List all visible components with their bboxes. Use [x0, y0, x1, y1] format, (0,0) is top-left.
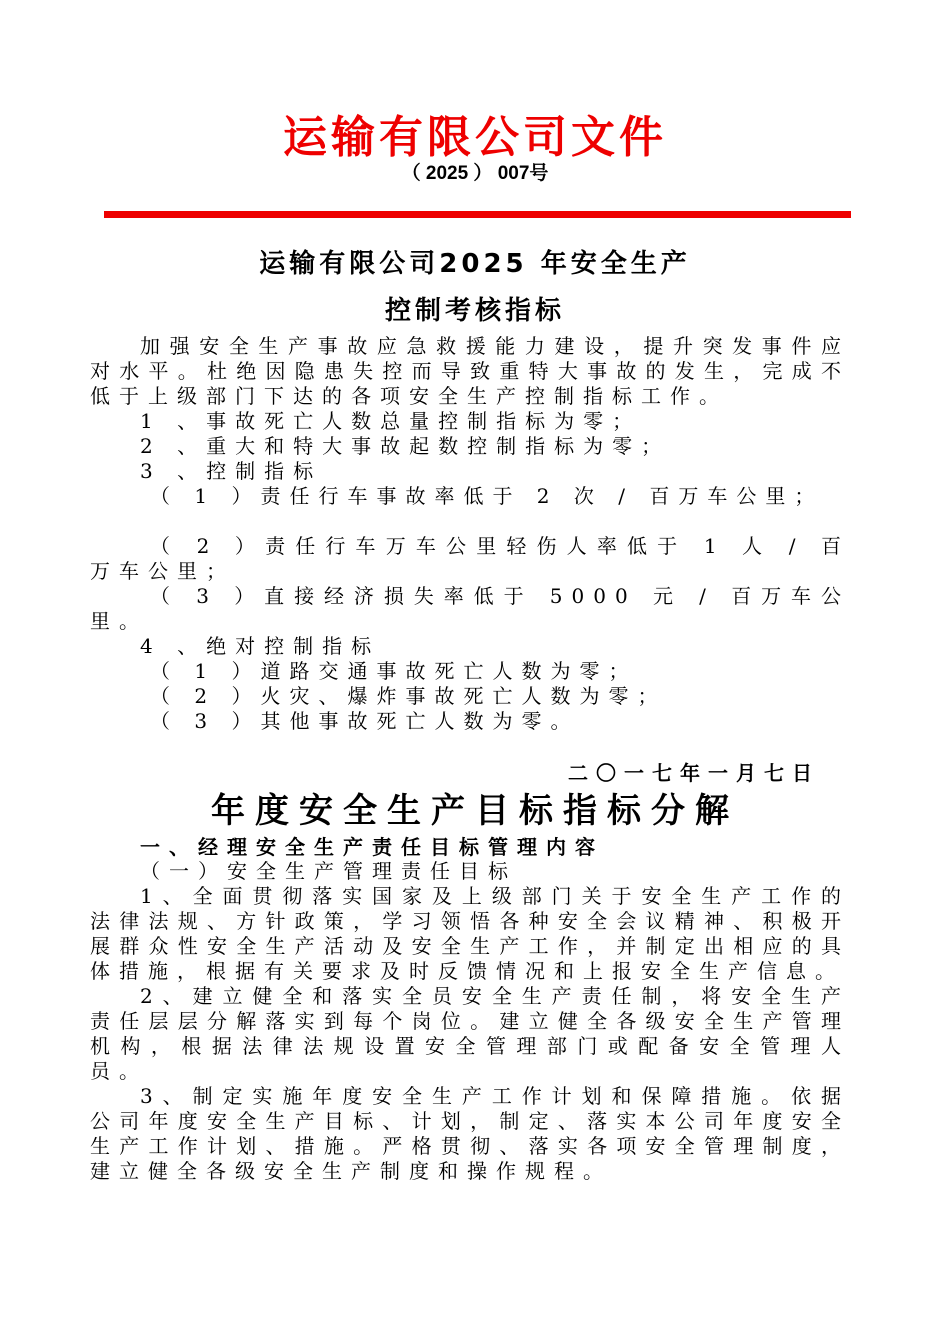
target-item-3-1: （ 1 ）责任行车事故率低于 2 次 / 百万车公里；	[150, 484, 824, 508]
target-item-4-1: （ 1 ）道路交通事故死亡人数为零；	[150, 659, 638, 683]
document-date: 二〇一七年一月七日	[568, 761, 820, 785]
decomposition-title: 年度安全生产目标指标分解	[211, 791, 739, 831]
decomposition-body	[90, 859, 850, 1184]
target-item-4: 4 、绝对控制指标	[140, 634, 381, 658]
document-title-line2: 控制考核指标	[384, 296, 565, 326]
section-heading-1: 一、经理安全生产责任目标管理内容	[140, 835, 604, 859]
target-item-2: 2 、重大和特大事故起数控制指标为零；	[140, 434, 671, 458]
subsection-heading-1: （一）安全生产管理责任目标	[140, 859, 517, 883]
targets-body	[90, 334, 850, 734]
target-item-3-3: （ 3 ）直接经济损失率低于 5000 元 / 百万车公里。	[90, 584, 850, 633]
target-item-4-2: （ 2 ）火灾、爆炸事故死亡人数为零；	[150, 684, 667, 708]
target-item-1: 1 、事故死亡人数总量控制指标为零；	[140, 409, 642, 433]
targets-intro-paragraph: 加强安全生产事故应急救援能力建设，提升突发事件应对水平。杜绝因隐患失控而导致重特大事故的发生，完成不低于上级部门下达的各项安全生产控制指标工作。	[90, 334, 850, 408]
target-item-3-2: （ 2 ）责任行车万车公里轻伤人率低于 1 人 / 百万车公里；	[90, 534, 850, 583]
document-number: （ 2025 ） 007号	[401, 163, 549, 184]
document-title-line1: 运输有限公司2025 年安全生产	[259, 249, 691, 279]
red-divider-line	[104, 211, 851, 218]
document-header-title: 运输有限公司文件	[283, 112, 667, 163]
target-item-4-3: （ 3 ）其他事故死亡人数为零。	[150, 709, 580, 733]
decomposition-paragraph-3: 3、制定实施年度安全生产工作计划和保障措施。依据公司年度安全生产目标、计划，制定、落实本公司年度安全生产工作计划、措施。严格贯彻、落实各项安全管理制度，建立健全各级安全生产制度和操作规程。	[90, 1084, 850, 1183]
target-item-3: 3 、控制指标	[140, 459, 323, 483]
decomposition-paragraph-2: 2、建立健全和落实全员安全生产责任制，将安全生产责任层层分解落实到每个岗位。建立健全各级安全生产管理机构，根据法律法规设置安全管理部门或配备安全管理人员。	[90, 984, 850, 1083]
spacer	[90, 509, 850, 534]
decomposition-paragraph-1: 1、全面贯彻落实国家及上级部门关于安全生产工作的法律法规、方针政策，学习领悟各种安全会议精神、积极开展群众性安全生产活动及安全生产工作，并制定出相应的具体措施，根据有关要求及时反馈情况和上报安全生产信息。	[90, 884, 850, 983]
